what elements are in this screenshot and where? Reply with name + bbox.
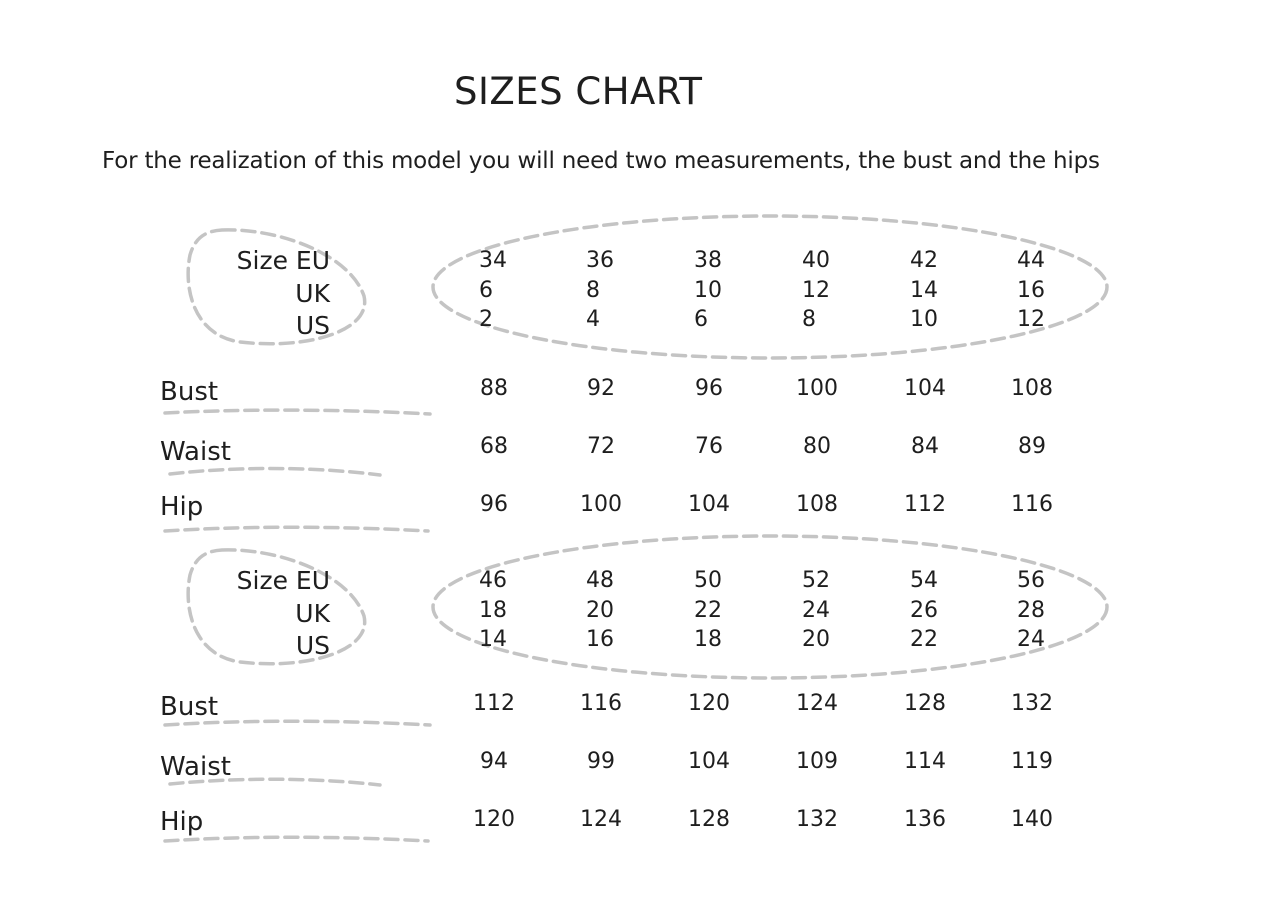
size-value-uk: 8 [586, 278, 600, 303]
size-values-ellipse [433, 216, 1107, 358]
size-value-eu: 50 [694, 568, 722, 593]
size-value-uk: 6 [479, 278, 493, 303]
size-value-us: 12 [1017, 307, 1045, 332]
size-value-uk: 14 [910, 278, 938, 303]
measurement-value: 124 [796, 691, 838, 716]
measurement-label: Bust [160, 377, 219, 407]
measurement-value: 92 [587, 376, 615, 401]
measurement-value: 96 [695, 376, 723, 401]
size-value-us: 24 [1017, 627, 1045, 652]
size-value-eu: 40 [802, 248, 830, 273]
subtitle: For the realization of this model you will need two measurements, the bust and the hips [102, 148, 1100, 174]
size-value-us: 22 [910, 627, 938, 652]
measurement-value: 116 [1011, 492, 1053, 517]
size-value-eu: 42 [910, 248, 938, 273]
measurement-label: Waist [160, 752, 231, 782]
size-value-uk: 20 [586, 598, 614, 623]
measurement-label: Bust [160, 692, 219, 722]
measurement-value: 104 [688, 492, 730, 517]
measurement-value: 100 [796, 376, 838, 401]
size-label-eu: Size EU [236, 566, 330, 595]
measurement-value: 120 [473, 807, 515, 832]
size-value-uk: 12 [802, 278, 830, 303]
measurement-value: 96 [480, 492, 508, 517]
measurement-value: 99 [587, 749, 615, 774]
measurement-label: Waist [160, 437, 231, 467]
size-label-uk: UK [295, 599, 330, 628]
size-value-uk: 24 [802, 598, 830, 623]
measurement-value: 119 [1011, 749, 1053, 774]
size-value-us: 4 [586, 307, 600, 332]
measurement-value: 88 [480, 376, 508, 401]
size-label-us: US [295, 631, 330, 660]
size-values-ellipse [433, 536, 1107, 678]
measurement-value: 108 [1011, 376, 1053, 401]
measurement-label: Hip [160, 807, 204, 837]
size-value-eu: 38 [694, 248, 722, 273]
size-value-eu: 52 [802, 568, 830, 593]
size-value-eu: 56 [1017, 568, 1045, 593]
measurement-value: 136 [904, 807, 946, 832]
measurement-value: 114 [904, 749, 946, 774]
row-underline [165, 410, 430, 414]
size-value-uk: 18 [479, 598, 507, 623]
measurement-value: 120 [688, 691, 730, 716]
measurement-value: 100 [580, 492, 622, 517]
size-value-us: 6 [694, 307, 708, 332]
measurement-value: 124 [580, 807, 622, 832]
size-value-us: 14 [479, 627, 507, 652]
measurement-value: 80 [803, 434, 831, 459]
size-value-eu: 48 [586, 568, 614, 593]
measurement-value: 112 [473, 691, 515, 716]
row-underline [165, 527, 428, 531]
size-value-us: 18 [694, 627, 722, 652]
page-title: SIZES CHART [454, 70, 703, 113]
size-value-us: 16 [586, 627, 614, 652]
size-label-eu: Size EU [236, 246, 330, 275]
measurement-value: 132 [1011, 691, 1053, 716]
size-value-uk: 10 [694, 278, 722, 303]
measurement-value: 116 [580, 691, 622, 716]
size-value-eu: 54 [910, 568, 938, 593]
size-value-eu: 44 [1017, 248, 1045, 273]
measurement-value: 132 [796, 807, 838, 832]
size-value-eu: 46 [479, 568, 507, 593]
size-value-us: 8 [802, 307, 816, 332]
measurement-value: 76 [695, 434, 723, 459]
measurement-value: 128 [904, 691, 946, 716]
measurement-value: 72 [587, 434, 615, 459]
measurement-value: 104 [904, 376, 946, 401]
measurement-value: 68 [480, 434, 508, 459]
measurement-value: 94 [480, 749, 508, 774]
size-value-uk: 28 [1017, 598, 1045, 623]
size-value-us: 10 [910, 307, 938, 332]
row-underline [165, 837, 428, 841]
measurement-value: 104 [688, 749, 730, 774]
measurement-value: 108 [796, 492, 838, 517]
measurement-label: Hip [160, 492, 204, 522]
measurement-value: 84 [911, 434, 939, 459]
measurement-value: 140 [1011, 807, 1053, 832]
measurement-value: 89 [1018, 434, 1046, 459]
size-value-eu: 34 [479, 248, 507, 273]
size-value-eu: 36 [586, 248, 614, 273]
size-value-us: 20 [802, 627, 830, 652]
size-value-uk: 22 [694, 598, 722, 623]
size-label-us: US [295, 311, 330, 340]
size-value-uk: 26 [910, 598, 938, 623]
measurement-value: 112 [904, 492, 946, 517]
size-value-us: 2 [479, 307, 493, 332]
size-value-uk: 16 [1017, 278, 1045, 303]
measurement-value: 109 [796, 749, 838, 774]
size-label-uk: UK [295, 279, 330, 308]
row-underline [170, 469, 380, 476]
measurement-value: 128 [688, 807, 730, 832]
